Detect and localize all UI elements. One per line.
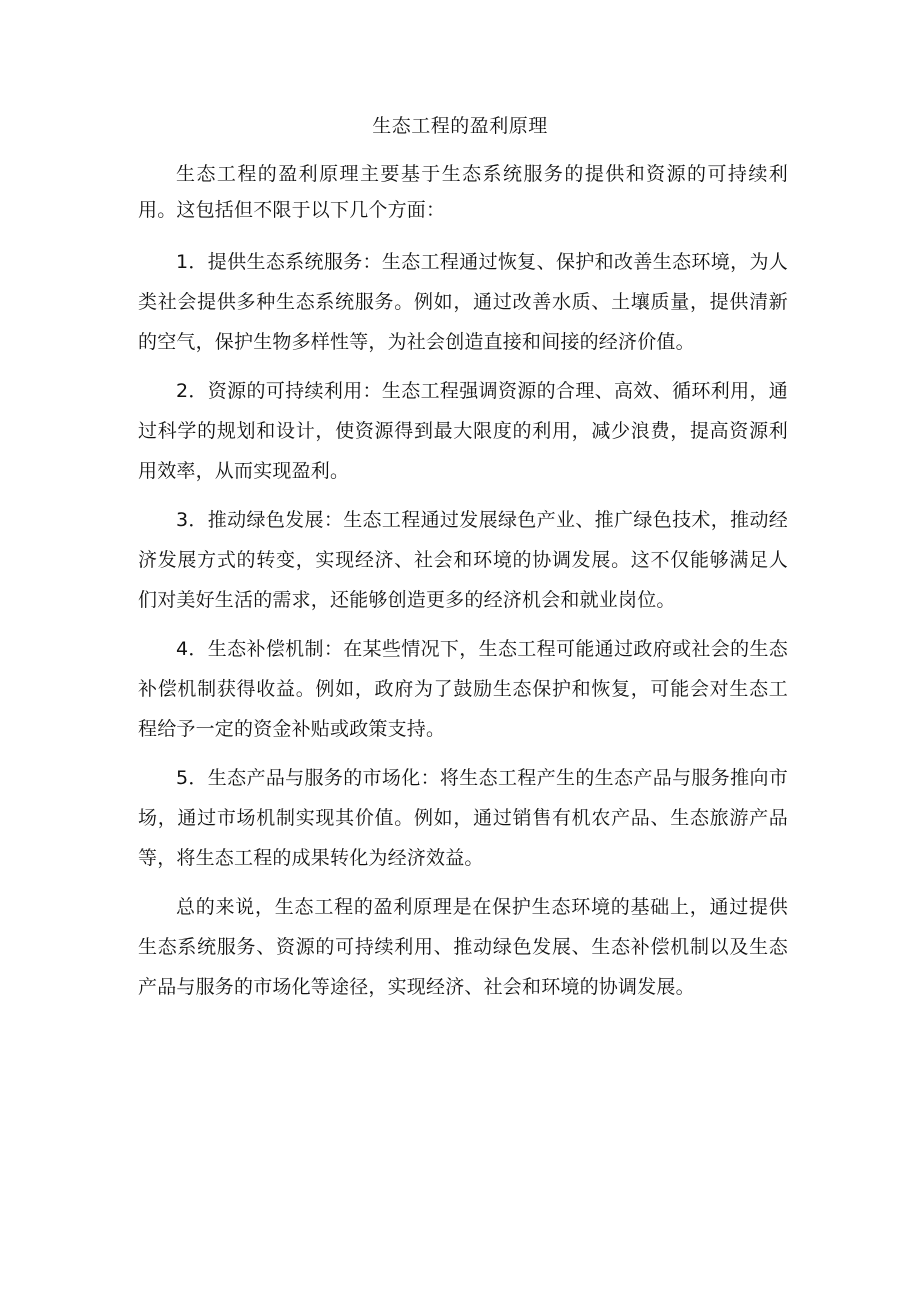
point-3-paragraph: 3．推动绿色发展：生态工程通过发展绿色产业、推广绿色技术，推动经济发展方式的转变，实现经济、社会和环境的协调发展。这不仅能够满足人们对美好生活的需求，还能够创造更多的经济机会和就业岗位。 <box>138 509 788 611</box>
point-2-paragraph: 2．资源的可持续利用：生态工程强调资源的合理、高效、循环利用，通过科学的规划和设计，使资源得到最大限度的利用，减少浪费，提高资源利用效率，从而实现盈利。 <box>138 380 788 482</box>
point-4-paragraph: 4．生态补偿机制：在某些情况下，生态工程可能通过政府或社会的生态补偿机制获得收益。例如，政府为了鼓励生态保护和恢复，可能会对生态工程给予一定的资金补贴或政策支持。 <box>138 638 788 740</box>
intro-paragraph: 生态工程的盈利原理主要基于生态系统服务的提供和资源的可持续利用。这包括但不限于以下几个方面： <box>138 163 788 221</box>
document-title: 生态工程的盈利原理 <box>372 115 548 137</box>
conclusion-paragraph: 总的来说，生态工程的盈利原理是在保护生态环境的基础上，通过提供生态系统服务、资源的可持续利用、推动绿色发展、生态补偿机制以及生态产品与服务的市场化等途径，实现经济、社会和环境的协调发展。 <box>138 896 788 998</box>
point-5-paragraph: 5．生态产品与服务的市场化：将生态工程产生的生态产品与服务推向市场，通过市场机制实现其价值。例如，通过销售有机农产品、生态旅游产品等，将生态工程的成果转化为经济效益。 <box>138 767 788 869</box>
point-1-paragraph: 1．提供生态系统服务：生态工程通过恢复、保护和改善生态环境，为人类社会提供多种生态系统服务。例如，通过改善水质、土壤质量，提供清新的空气，保护生物多样性等，为社会创造直接和间接的经济价值。 <box>138 251 788 353</box>
document-body <box>138 156 788 1016</box>
